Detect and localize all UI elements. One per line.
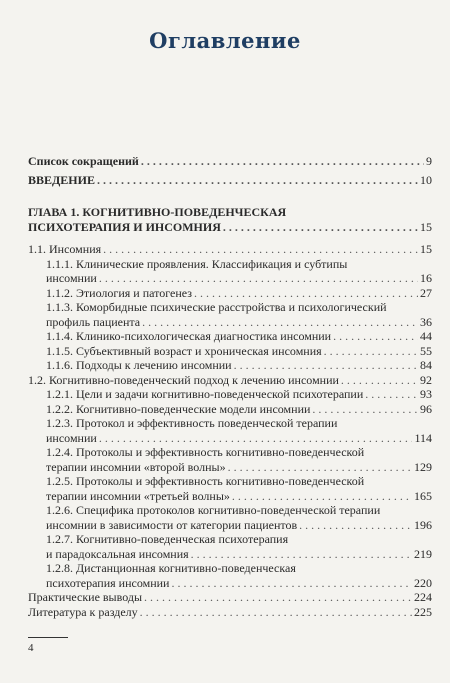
toc-entry-label: 1.1.2. Этиология и патогенез [46,285,192,300]
leader-dots [97,173,418,188]
leader-dots [103,242,418,257]
toc-entry-1-1[interactable] [28,242,432,257]
toc-entry-label: 1.1.4. Клинико-психологическая диагностика инсомнии [46,329,332,343]
footnote-rule [28,637,68,638]
leader-dots [228,460,412,475]
toc-entry-page: 16 [420,271,432,285]
toc-entry-page: 220 [414,575,432,590]
toc-entry-1-1-3[interactable] [28,315,432,330]
toc-entry-page: 129 [414,459,432,474]
toc-entry-page: 15 [420,219,432,234]
toc-entry-page: 84 [420,358,432,372]
toc-entry-page: 10 [420,172,432,187]
toc-entry-chapter-1[interactable] [28,220,432,235]
toc-entry-1-2[interactable] [28,373,432,388]
toc-entry-page: 55 [420,343,432,358]
toc-entry-page: 15 [420,242,432,256]
toc-entry-page: 165 [414,488,432,503]
leader-dots [99,271,418,286]
leader-dots [194,286,418,301]
toc-entry-page: 9 [426,154,432,168]
toc-entry-first-line: 1.2.7. Когнитивно-поведенческая психотерапия [46,532,289,546]
leader-dots [99,431,413,446]
toc-entry-first-line: 1.2.3. Протокол и эффективность поведенческой терапии [46,416,338,430]
table-of-contents [28,154,432,619]
leader-dots [365,387,418,402]
toc-entry-page: 219 [414,546,432,561]
toc-entry-page: 114 [414,430,432,445]
toc-entry-1-1-6[interactable] [28,358,432,373]
toc-entry-label: Литература к разделу [28,604,138,619]
toc-entry-1-2-4[interactable] [28,460,432,475]
toc-entry-1-1-4[interactable] [28,329,432,344]
toc-entry-label: психотерапия инсомнии [46,575,170,590]
leader-dots [234,358,418,373]
toc-entry-label: профиль пациента [46,314,141,329]
toc-entry-label: 1.1.6. Подходы к лечению инсомнии [46,358,232,372]
toc-entry-introduction[interactable] [28,173,432,188]
toc-entry-1-2-1[interactable] [28,387,432,402]
leader-dots [144,590,412,605]
toc-entry-practical-conclusions[interactable] [28,590,432,605]
leader-dots [191,547,412,562]
toc-entry-label: терапии инсомнии «второй волны» [46,459,226,474]
leader-dots [140,605,412,620]
toc-entry-1-1-5[interactable] [28,344,432,359]
leader-dots [223,220,418,235]
toc-entry-page: 225 [414,604,432,619]
leader-dots [141,154,424,169]
leader-dots [232,489,412,504]
toc-entry-label: 1.2. Когнитивно-поведенческий подход к лечению инсомнии [28,372,339,387]
toc-entry-label: инсомнии в зависимости от категории пациентов [46,517,298,532]
toc-entry-label: 1.2.1. Цели и задачи когнитивно-поведенческой психотерапии [46,387,364,401]
toc-entry-first-line: 1.2.5. Протоколы и эффективность когнитивно-поведенческой [46,474,365,488]
toc-entry-page: 196 [414,517,432,532]
toc-entry-1-2-3[interactable] [28,431,432,446]
toc-entry-first-line: 1.2.4. Протоколы и эффективность когнитивно-поведенческой [46,445,365,459]
toc-entry-1-2-6[interactable] [28,518,432,533]
leader-dots [341,373,418,388]
page-number: 4 [28,642,34,654]
toc-entry-page: 44 [420,329,432,343]
toc-entry-page: 36 [420,314,432,329]
toc-entry-label: ВВЕДЕНИЕ [28,172,95,187]
toc-entry-abbreviations[interactable] [28,154,432,169]
toc-entry-1-1-2[interactable] [28,286,432,301]
toc-entry-first-line: 1.1.1. Клинические проявления. Классификация и субтипы [46,256,348,271]
toc-entry-label: и парадоксальная инсомния [46,546,189,561]
toc-entry-label: 1.1.5. Субъективный возраст и хроническая инсомния [46,343,322,358]
toc-entry-page: 96 [420,401,432,416]
leader-dots [171,576,412,591]
page-title: Оглавление [149,28,301,53]
toc-chapter-heading: ГЛАВА 1. КОГНИТИВНО-ПОВЕДЕНЧЕСКАЯ [28,205,287,219]
toc-entry-references[interactable] [28,605,432,620]
toc-entry-label: Список сокращений [28,154,139,168]
toc-entry-page: 93 [420,387,432,401]
toc-entry-label: инсомнии [46,271,97,285]
toc-entry-first-line: 1.2.8. Дистанционная когнитивно-поведенческая [46,561,296,575]
toc-entry-label: инсомнии [46,430,97,445]
toc-entry-first-line: 1.2.6. Специфика протоколов когнитивно-поведенческой терапии [46,503,381,517]
toc-entry-1-2-8[interactable] [28,576,432,591]
toc-entry-page: 27 [420,285,432,300]
toc-entry-label: ПСИХОТЕРАПИЯ И ИНСОМНИЯ [28,219,221,234]
leader-dots [142,315,418,330]
toc-entry-label: Практические выводы [28,590,143,604]
toc-entry-1-2-7[interactable] [28,547,432,562]
leader-dots [333,329,418,344]
toc-entry-1-1-1[interactable] [28,271,432,286]
leader-dots [299,518,412,533]
toc-entry-1-2-2[interactable] [28,402,432,417]
toc-entry-label: терапии инсомнии «третьей волны» [46,488,230,503]
toc-entry-label: 1.2.2. Когнитивно-поведенческие модели инсомнии [46,401,311,416]
toc-entry-first-line: 1.1.3. Коморбидные психические расстройства и психологический [46,300,387,314]
toc-entry-page: 92 [420,372,432,387]
toc-entry-1-2-5[interactable] [28,489,432,504]
toc-entry-page: 224 [414,590,432,604]
leader-dots [312,402,418,417]
leader-dots [324,344,418,359]
toc-entry-label: 1.1. Инсомния [28,242,102,256]
